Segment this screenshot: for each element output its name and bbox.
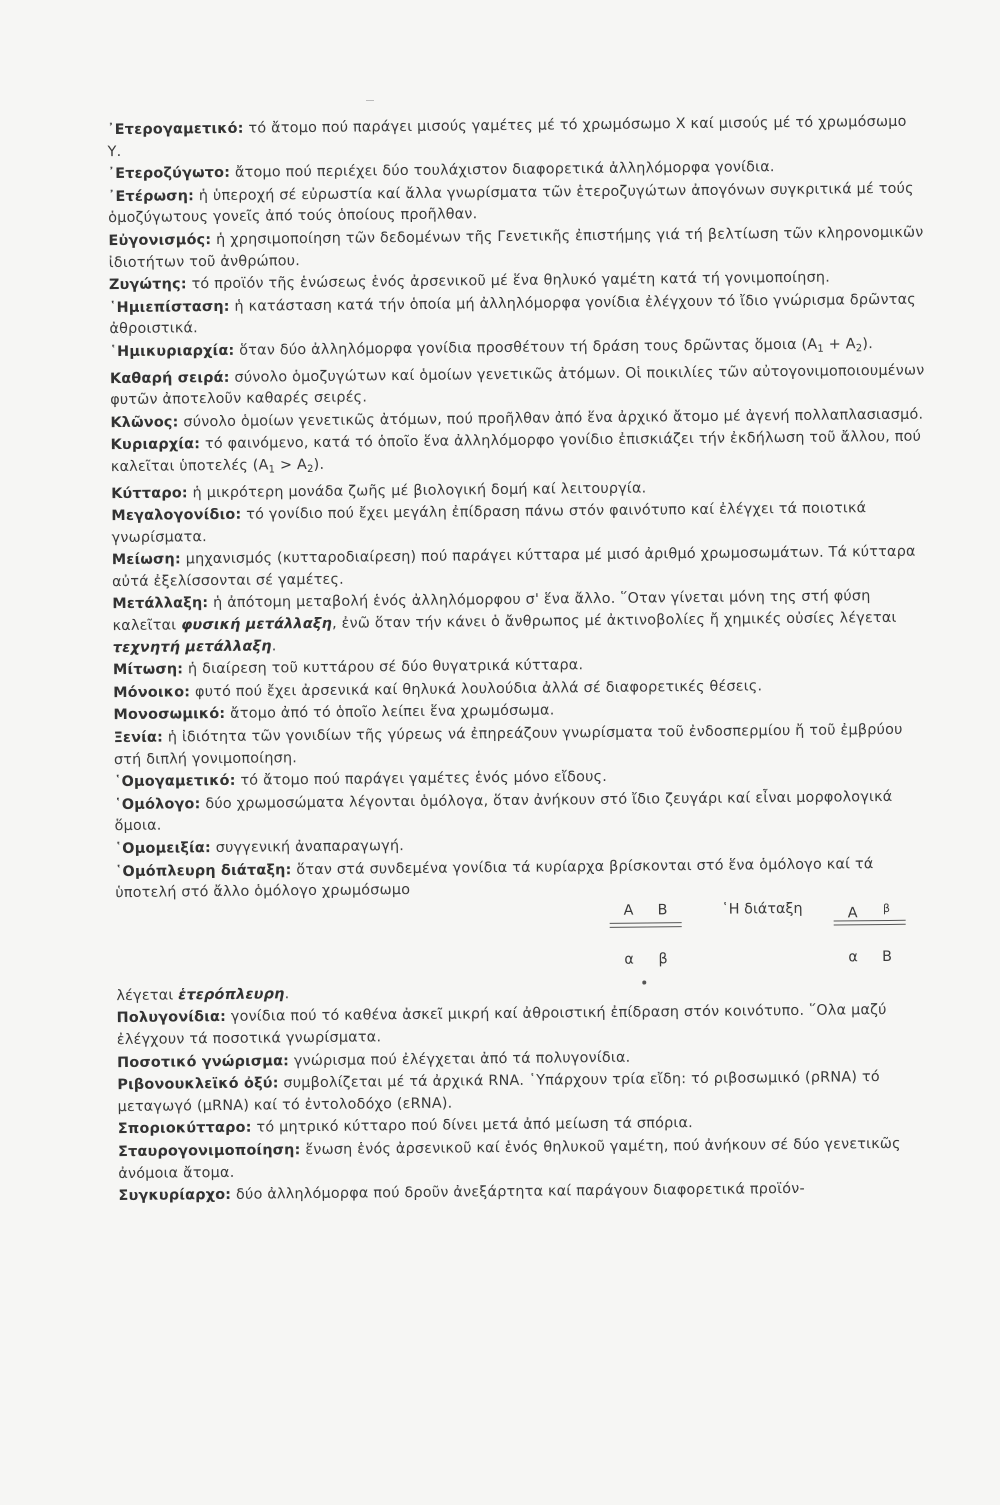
chromosome-line [610,922,682,924]
entry-definition-part: , ἐνῶ ὅταν τήν κάνει ὁ ἄνθρωπος μέ ἀκτινοβολίες ἤ χημικές οὐσίες λέγεται [331,609,897,632]
subscript: 1 [268,464,276,476]
glossary-entry [118,1133,934,1185]
entry-term: Ριβονουκλεϊκό ὀξύ: [117,1075,279,1094]
glossary-entry [117,1000,933,1052]
entry-term: ῾Ημικυριαρχία: [109,342,235,361]
entry-term: Σταυρογονιμοποίηση: [117,1142,301,1160]
entry-definition-end: ). [862,336,874,353]
entry-definition: τό γονίδιο πού ἔχει μεγάλη ἐπίδραση πάνω στόν φαινότυπο καί ἐλέγχει τά ποιοτικά γνωρίσματα. [111,500,867,546]
entry-definition: ἕνωση ἑνός ἀρσενικοῦ καί ἑνός θηλυκοῦ γαμέτη, πού ἀνήκουν σέ δύο γενετικῶς ἀνόμοια ἄτομα. [118,1135,901,1182]
entry-term: Ζυγώτης: [108,276,187,294]
entry-term: Μόνοικο: [113,684,191,701]
entry-term: Εὐγονισμός: [108,232,212,250]
entry-term: Μετάλλαξη: [112,595,209,613]
allele-label: α [624,951,634,968]
entry-definition: συγγενική ἀναπαραγωγή. [215,838,405,857]
entry-definition: ἡ ὑπεροχή σέ εὐρωστία καί ἄλλα γνωρίσματα τῶν ἑτεροζυγώτων ἀπογόνων συγκριτικά μέ τούς ὁμοζύγωτους γονεῖς ἀπό τούς ὁποίους προῆλθαν. [108,180,914,227]
entry-term: Συγκυρίαρχο: [118,1187,232,1205]
entry-definition-end: ). [313,456,325,473]
entry-definition: τό προϊόν τῆς ἑνώσεως ἑνός ἀρσενικοῦ μέ ἕνα θηλυκό γαμέτη κατά τή γονιμοποίηση. [191,269,831,293]
glossary-entry [108,223,924,275]
genotype-fraction-cis [605,900,686,971]
entry-definition: δύο ἀλληλόμορφα πού δροῦν ἀνεξάρτητα καί παράγουν διαφορετικά προϊόν- [235,1180,805,1203]
entry-emphasis: τεχνητή μετάλλαξη [112,638,272,656]
glossary-entry [114,786,930,838]
entry-emphasis: ἑτερόπλευρη [178,986,285,1004]
subscript: 2 [855,343,863,355]
entry-definition: ἡ διαίρεση τοῦ κυττάρου σέ δύο θυγατρικά κύτταρα. [187,657,584,678]
entry-definition: ἡ μικρότερη μονάδα ζωῆς μέ βιολογική δομή καί λειτουργία. [192,479,647,501]
entry-term: ῾Ομόπλευρη διάταξη: [115,861,292,880]
entry-term: ῾Ομόλογο: [114,795,201,813]
entry-term: ῾Ομομειξία: [114,840,212,858]
entry-definition: ὅταν δύο ἀλληλόμορφα γονίδια προσθέτουν τή δράση τους δρῶντας ὅμοια (Α [239,336,818,359]
entry-definition: γνώρισμα πού ἐλέγχεται ἀπό τά πολυγονίδια. [293,1049,631,1069]
entry-term: Κλῶνος: [110,414,179,431]
entry-definition: δύο χρωμοσώματα λέγονται ὁμόλογα, ὅταν ἀνήκουν στό ἴδιο ζευγάρι καί εἶναι μορφολογικά ὅμοια. [114,788,893,835]
subscript: 1 [817,343,825,355]
allele-label: α [848,949,858,966]
glossary-entry [108,178,924,230]
entry-term: ῾Ημιεπίσταση: [109,298,230,316]
glossary-entry-omopleuri [115,853,931,905]
entry-definition: ἡ χρησιμοποίηση τῶν δεδομένων τῆς Γενετικῆς ἐπιστήμης γιά τή βελτίωση τῶν κληρονομικῶν ἰδιοτήτων τοῦ ἀνθρώπου. [108,224,924,271]
entry-continuation-text: λέγεται [116,987,179,1004]
glossary-entry [117,1067,933,1119]
entry-term: ῾Ομογαμετικό: [114,773,236,791]
entry-term: Σποριοκύτταρο: [117,1120,252,1138]
allele-label: Α [847,905,858,922]
allele-label: β [658,951,668,968]
diataxi-label: ῾Η διάταξη [721,900,803,918]
allele-label: Α [623,902,634,919]
entry-definition: τό ἄτομο πού παράγει γαμέτες ἑνός μόνο εἴδους. [240,769,608,789]
subscript: 2 [307,463,314,475]
genotype-fraction-trans [829,898,910,969]
glossary-entry [112,586,929,659]
entry-term: ᾿Ετεροζύγωτο: [107,165,231,183]
glossary-entry [109,289,925,341]
entry-definition: ἄτομο πού περιέχει δύο τουλάχιστον διαφορετικά ἀλληλόμορφα γονίδια. [234,159,775,181]
genotype-diagram-row [115,897,932,986]
glossary-entry [110,360,926,412]
entry-term: Κυριαρχία: [110,436,201,454]
entry-definition: συμβολίζεται μέ τά ἀρχικά RNA. ῾Υπάρχουν τρία εἴδη: τό ριβοσωμικό (ρRNA) τό μεταγωγό (μRNA) καί τό ἐντολοδόχο (εRNA). [117,1069,880,1115]
glossary-entries-group-1 [107,112,931,861]
entry-definition: ἄτομο ἀπό τό ὁποῖο λείπει ἕνα χρωμόσωμα. [230,702,555,723]
entry-term: Μεγαλογονίδιο: [111,506,242,525]
entry-definition: τό φαινόμενο, κατά τό ὁποῖο ἕνα ἀλληλόμορφο γονίδιο ἐπισκιάζει τήν ἐκδήλωση τοῦ ἄλλου, πού καλεῖται ὑποτελές (Α [110,428,922,476]
entry-definition: σύνολο ὁμοζυγώτων καί ὁμοίων γενετικῶς ἀτόμων. Οἱ ποικιλίες τῶν αὐτογονιμοποιουμένων φυτῶν ἀποτελοῦν καθαρές σειρές. [110,362,925,409]
entry-continuation-end: . [284,986,290,1003]
entry-term: Ποσοτικό γνώρισμα: [117,1052,290,1071]
entry-term: Κύτταρο: [111,484,188,502]
entry-term: Πολυγονίδια: [116,1009,227,1027]
entry-term: Μίτωση: [112,661,184,679]
entry-term: Ξενία: [113,729,164,747]
entry-definition: φυτό πού ἔχει ἀρσενικά καί θηλυκά λουλούδια ἀλλά σέ διαφορετικές θέσεις. [194,678,763,701]
entry-definition: ἡ ἰδιότητα τῶν γονιδίων τῆς γύρεως νά ἐπηρεάζουν γνωρίσματα τοῦ ἐνδοσπερμίου ἤ τοῦ ἐμβρύου στή διπλή γονιμοποίηση. [113,721,903,768]
entry-definition: τό μητρικό κύτταρο πού δίνει μετά ἀπό μείωση τά σπόρια. [256,1115,694,1136]
stray-dot [642,980,646,984]
glossary-entry [111,498,927,550]
chromosome-line [610,926,682,928]
entry-definition-part: > Α [275,456,308,474]
allele-label: β [882,901,891,915]
glossary-entry [112,542,928,594]
entry-definition: ἡ κατάσταση κατά τήν ὁποία μή ἀλληλόμορφα γονίδια ἐλέγχουν τό ἴδιο γνώρισμα δρῶντας ἀθροιστικά. [109,291,916,338]
entry-definition: γονίδια πού τό καθένα ἀσκεῖ μικρή καί ἀθροιστική ἐπίδραση στόν κοινότυπο. ῞Ολα μαζύ ἐλέγχουν τά ποσοτικά γνωρίσματα. [116,1002,887,1049]
glossary-entry [111,427,927,483]
entry-definition: ἡ ἀπότομη μεταβολή ἑνός ἀλληλόμορφου σ' ἕνα ἄλλο. ῞Οταν γίνεται μόνη της στή φύση καλεῖται [112,588,871,635]
allele-label: Β [882,948,893,965]
entry-definition: ὅταν στά συνδεμένα γονίδια τά κυρίαρχα βρίσκονται στό ἕνα ὁμόλογο καί τά ὑποτελή στό ἄλλο ὁμόλογο χρωμόσωμο [115,855,874,902]
entry-definition-part: + Α [823,336,856,353]
allele-label: Β [657,902,668,919]
entry-term: Μονοσωμικό: [113,706,226,724]
glossary-entry [114,720,930,772]
entry-emphasis: φυσική μετάλλαξη [180,615,333,634]
glossary-entries-group-2 [117,1000,935,1208]
entry-term: ᾿Ετέρωση: [107,187,195,205]
glossary-entry [107,112,923,164]
entry-definition: μηχανισμός (κυτταροδιαίρεση) πού παράγει κύτταρα μέ μισό ἀριθμό χρωμοσωμάτων. Τά κύτταρα αὐτά ἐξελίσσονται σέ γαμέτες. [111,543,916,590]
entry-definition-end: . [271,638,277,655]
entry-term: Μείωση: [111,551,181,569]
entry-definition: σύνολο ὁμοίων γενετικῶς ἀτόμων, πού προῆλθαν ἀπό ἕνα ἀρχικό ἄτομο μέ ἀγενή πολλαπλασιασμό. [183,406,924,431]
entry-term: ᾿Ετερογαμετικό: [107,120,244,139]
entry-definition: τό ἄτομο πού παράγει μισούς γαμέτες μέ τό χρωμόσωμο Χ καί μισούς μέ τό χρωμόσωμο Υ. [107,113,907,160]
entry-term: Καθαρή σειρά: [109,369,230,387]
